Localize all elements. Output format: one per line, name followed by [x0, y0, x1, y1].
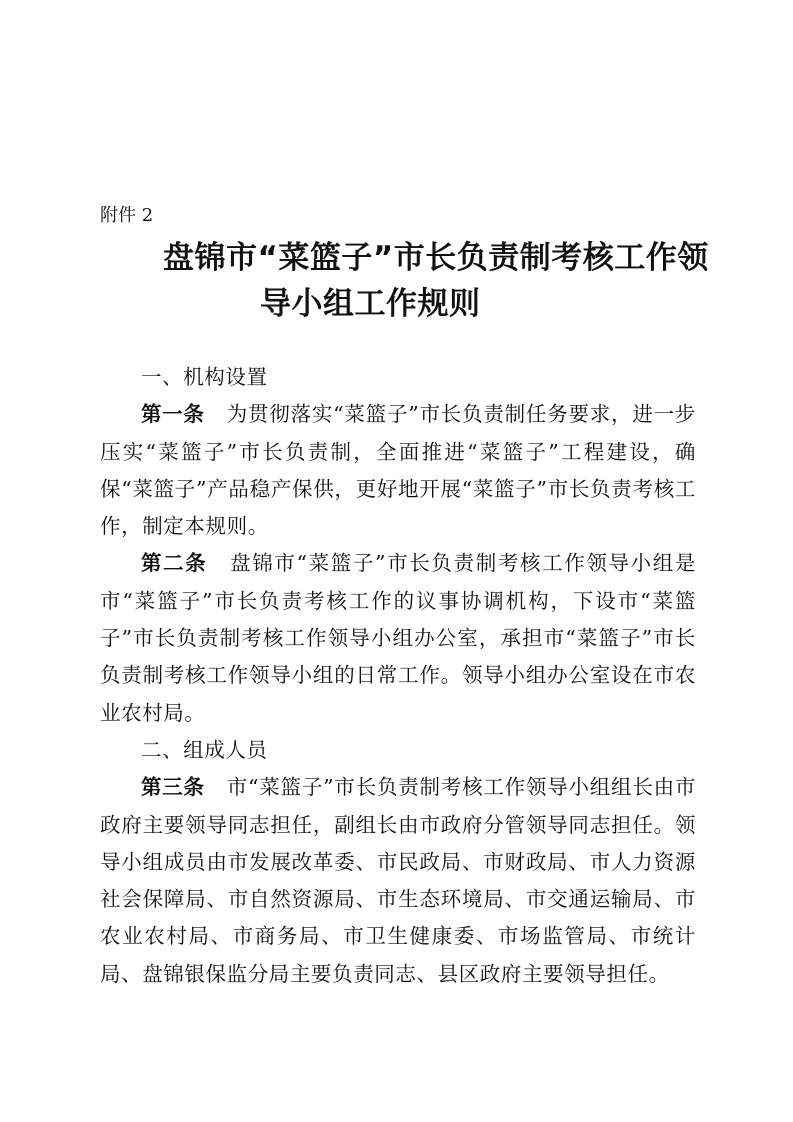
- document-title-line-1: 盘锦市“菜篮子”市长负责制考核工作领: [163, 240, 709, 276]
- document-body: [100, 359, 696, 993]
- article-paragraph: [100, 769, 696, 993]
- article-label: 第一条: [141, 402, 205, 427]
- article-paragraph: [100, 545, 696, 731]
- article-paragraph: [100, 396, 696, 545]
- article-text: 为贯彻落实“菜篮子”市长负责制任务要求，进一步压实“菜篮子”市长负责制，全面推进“菜篮子”工程建设，确保“菜篮子”产品稳产保供，更好地开展“菜篮子”市长负责考核工作，制定本规则。: [100, 402, 696, 539]
- article-text: 市“菜篮子”市长负责制考核工作领导小组组长由市政府主要领导同志担任，副组长由市政府分管领导同志担任。领导小组成员由市发展改革委、市民政局、市财政局、市人力资源社会保障局、市自然资源局、市生态环境局、市交通运输局、市农业农村局、市商务局、市卫生健康委、市场监管局、市统计局、盘锦银保监分局主要负责同志、县区政府主要领导担任。: [100, 775, 696, 986]
- document-title-line-2: 导小组工作规则: [260, 286, 481, 322]
- article-label: 第二条: [141, 551, 208, 576]
- section-heading: 一、机构设置: [141, 365, 268, 389]
- article-label: 第三条: [141, 775, 205, 800]
- article-text: 盘锦市“菜篮子”市长负责制考核工作领导小组是市“菜篮子”市长负责考核工作的议事协调机构，下设市“菜篮子”市长负责制考核工作领导小组办公室，承担市“菜篮子”市长负责制考核工作领导小组的日常工作。领导小组办公室设在市农业农村局。: [100, 551, 696, 725]
- attachment-label: 附件 2: [100, 205, 154, 226]
- section-heading: 二、组成人员: [141, 737, 268, 762]
